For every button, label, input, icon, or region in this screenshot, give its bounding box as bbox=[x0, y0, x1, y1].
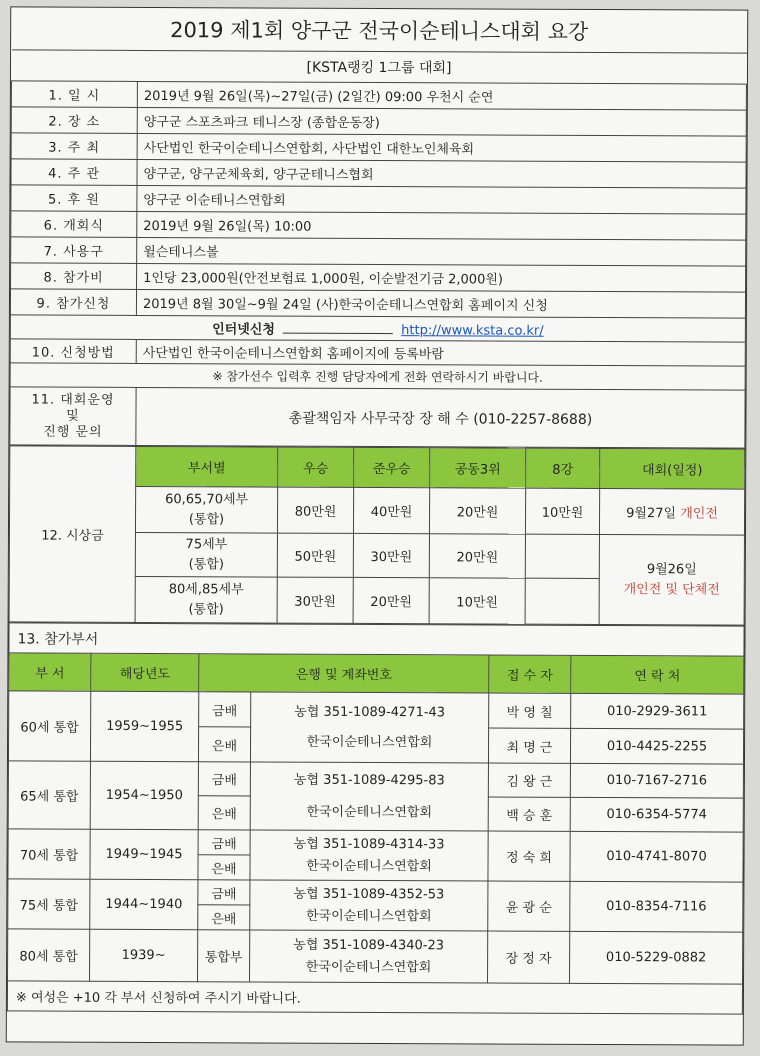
years-cell: 1954~1950 bbox=[90, 761, 198, 829]
sub-division: 은배 bbox=[198, 855, 250, 880]
phone-cell: 010-8354-7116 bbox=[570, 881, 743, 932]
schedule-type: 개인전 bbox=[680, 506, 718, 522]
inquiry-label-line: 11. 대회운영 bbox=[31, 391, 115, 408]
table-row bbox=[8, 829, 743, 857]
account-number: 농협 351-1089-4271-43 bbox=[294, 704, 446, 720]
participation-header: 부 서 bbox=[9, 653, 91, 691]
account-number: 농협 351-1089-4314-33 bbox=[293, 836, 445, 852]
website-link[interactable]: http://www.ksta.co.kr/ bbox=[401, 323, 544, 339]
prize-header: 공동3위 bbox=[430, 448, 526, 488]
inquiry-label-line: 진행 문의 bbox=[43, 424, 103, 440]
underline-blank bbox=[283, 323, 393, 334]
prize-cell: 50만원 bbox=[277, 533, 353, 577]
sub-division: 은배 bbox=[198, 796, 250, 830]
years-cell: 1939~ bbox=[90, 929, 198, 981]
prize-cell: 10만원 bbox=[525, 488, 599, 534]
info-value: 양구군 스포츠파크 테니스장 (종합운동장) bbox=[137, 107, 746, 136]
account-number: 농협 351-1089-4295-83 bbox=[293, 772, 445, 788]
table-row bbox=[8, 929, 743, 984]
account-number: 농협 351-1089-4352-53 bbox=[293, 886, 445, 902]
table-row bbox=[8, 879, 743, 907]
prize-division-line: 80세,85세부 bbox=[168, 581, 244, 597]
participation-header: 연 락 처 bbox=[571, 655, 744, 694]
prize-header: 부서별 bbox=[136, 446, 278, 487]
receiver-cell: 정 숙 희 bbox=[488, 831, 570, 881]
prize-schedule bbox=[599, 488, 744, 535]
years-cell: 1944~1940 bbox=[90, 879, 198, 929]
account-holder: 한국이순테니스연합회 bbox=[306, 804, 433, 820]
document-subtitle: [KSTA랭킹 1그룹 대회] bbox=[11, 50, 746, 84]
table-row bbox=[8, 761, 743, 798]
info-value: 사단법인 한국이순테니스연합회, 사단법인 대한노인체육회 bbox=[137, 133, 746, 162]
schedule-date: 9월27일 bbox=[626, 506, 677, 522]
schedule-type: 개인전 및 단체전 bbox=[623, 581, 720, 597]
division-cell: 80세 통합 bbox=[8, 929, 90, 981]
info-label: 7. 사용구 bbox=[11, 237, 137, 264]
receiver-cell: 최 명 근 bbox=[488, 728, 570, 763]
prize-schedule bbox=[599, 534, 744, 625]
account-holder: 한국이순테니스연합회 bbox=[305, 908, 432, 924]
receiver-cell: 김 왕 근 bbox=[488, 763, 570, 797]
prize-cell: 20만원 bbox=[353, 577, 429, 623]
prize-cell: 20만원 bbox=[429, 488, 525, 534]
inquiry-value: 총괄책임자 사무국장 장 해 수 (010-2257-8688) bbox=[136, 387, 745, 448]
info-value: 2019년 9월 26일(목)~27일(금) (2일간) 09:00 우천시 순연 bbox=[137, 81, 746, 110]
prize-table bbox=[9, 445, 746, 625]
table-row bbox=[9, 691, 744, 729]
receiver-cell: 박 영 칠 bbox=[489, 693, 571, 728]
account-cell bbox=[250, 762, 488, 831]
account-cell bbox=[250, 930, 488, 983]
info-value: 1인당 23,000원(안전보험료 1,000원, 이순발전기금 2,000원) bbox=[137, 263, 746, 292]
internet-label: 인터넷신청 bbox=[212, 322, 275, 338]
footnote: ※ 여성은 +10 각 부서 신청하여 주시기 바랍니다. bbox=[7, 981, 742, 1014]
info-value: 윌슨테니스볼 bbox=[137, 237, 746, 266]
sub-division: 은배 bbox=[198, 905, 250, 930]
participation-label: 13. 참가부서 bbox=[9, 623, 744, 656]
info-value: 양구군, 양구군체육회, 양구군테니스협회 bbox=[137, 159, 746, 188]
sub-division: 금배 bbox=[199, 692, 251, 727]
phone-cell: 010-2929-3611 bbox=[571, 693, 744, 729]
prize-header: 8강 bbox=[526, 448, 600, 488]
prize-cell bbox=[525, 534, 599, 578]
document-title: 2019 제1회 양구군 전국이순테니스대회 요강 bbox=[12, 7, 747, 53]
receiver-cell: 윤 광 순 bbox=[488, 881, 570, 931]
info-label: 3. 주 최 bbox=[11, 133, 137, 160]
sub-division: 통합부 bbox=[198, 930, 250, 982]
prize-division-line: (통합) bbox=[188, 556, 224, 572]
prize-header: 대회(일정) bbox=[600, 448, 745, 489]
info-label: 8. 참가비 bbox=[11, 263, 137, 290]
sub-division: 금배 bbox=[198, 762, 250, 796]
method-value: 사단법인 한국이순테니스연합회 홈페이지에 등록바람 bbox=[136, 339, 745, 366]
participation-table bbox=[7, 622, 745, 1014]
prize-division-line: 60,65,70세부 bbox=[165, 491, 249, 507]
prize-division-line: 75세부 bbox=[185, 536, 228, 552]
prize-division bbox=[135, 486, 277, 533]
document-sheet bbox=[6, 6, 749, 1045]
receiver-cell: 장 정 자 bbox=[488, 931, 570, 983]
account-holder: 한국이순테니스연합회 bbox=[306, 734, 433, 750]
prize-header: 우승 bbox=[278, 447, 354, 487]
division-cell: 60세 통합 bbox=[8, 691, 90, 761]
sub-division: 금배 bbox=[198, 880, 250, 905]
phone-cell: 010-6354-5774 bbox=[570, 797, 743, 832]
sub-division: 금배 bbox=[198, 830, 250, 855]
account-holder: 한국이순테니스연합회 bbox=[305, 959, 432, 975]
info-value: 2019년 8월 30일~9월 24일 (사)한국이순테니스연합회 홈페이지 신청 bbox=[136, 289, 745, 318]
internet-row bbox=[10, 315, 745, 342]
years-cell: 1959~1955 bbox=[90, 691, 198, 761]
prize-cell: 30만원 bbox=[277, 577, 353, 623]
account-cell bbox=[250, 880, 488, 931]
account-cell bbox=[250, 692, 488, 763]
account-holder: 한국이순테니스연합회 bbox=[306, 858, 432, 874]
phone-cell: 010-7167-2716 bbox=[570, 763, 743, 798]
account-number: 농협 351-1089-4340-23 bbox=[293, 937, 445, 953]
division-cell: 65세 통합 bbox=[8, 761, 90, 829]
info-label: 2. 장 소 bbox=[11, 107, 137, 134]
prize-header: 준우승 bbox=[354, 447, 430, 487]
prize-label: 12. 시상금 bbox=[9, 446, 136, 623]
prize-division bbox=[135, 576, 277, 623]
years-cell: 1949~1945 bbox=[90, 829, 198, 879]
method-note: ※ 참가선수 입력후 진행 담당자에게 전화 연락하시기 바랍니다. bbox=[10, 363, 745, 390]
inquiry-label bbox=[10, 387, 136, 446]
division-cell: 70세 통합 bbox=[8, 829, 90, 879]
info-label: 6. 개회식 bbox=[11, 211, 137, 238]
sub-division: 은배 bbox=[198, 727, 250, 762]
info-label: 9. 참가신청 bbox=[10, 289, 136, 316]
division-cell: 75세 통합 bbox=[8, 879, 90, 929]
inquiry-label-line: 및 bbox=[66, 408, 80, 424]
info-label: 1. 일 시 bbox=[11, 81, 137, 108]
account-cell bbox=[250, 830, 488, 881]
info-value: 2019년 9월 26일(목) 10:00 bbox=[137, 211, 746, 240]
prize-cell: 20만원 bbox=[429, 534, 525, 578]
prize-cell: 40만원 bbox=[353, 487, 429, 533]
participation-header: 은행 및 계좌번호 bbox=[199, 654, 489, 693]
participation-header: 해당년도 bbox=[91, 653, 199, 691]
phone-cell: 010-4741-8070 bbox=[570, 831, 743, 882]
participation-header: 접 수 자 bbox=[489, 655, 571, 693]
prize-division-line: (통합) bbox=[188, 601, 224, 617]
prize-division bbox=[135, 532, 277, 577]
receiver-cell: 백 승 훈 bbox=[488, 797, 570, 831]
phone-cell: 010-4425-2255 bbox=[570, 728, 743, 764]
method-label: 10. 신청방법 bbox=[10, 339, 136, 364]
info-value: 양구군 이순테니스연합회 bbox=[137, 185, 746, 214]
prize-cell: 30만원 bbox=[353, 533, 429, 577]
prize-division-line: (통합) bbox=[188, 511, 225, 527]
prize-cell bbox=[525, 578, 599, 624]
info-label: 5. 후 원 bbox=[11, 185, 137, 212]
schedule-date: 9월26일 bbox=[646, 561, 697, 577]
info-label: 4. 주 관 bbox=[11, 159, 137, 186]
prize-cell: 10만원 bbox=[429, 578, 525, 624]
phone-cell: 010-5229-0882 bbox=[570, 931, 743, 984]
info-table bbox=[9, 7, 747, 448]
prize-cell: 80만원 bbox=[277, 487, 353, 533]
